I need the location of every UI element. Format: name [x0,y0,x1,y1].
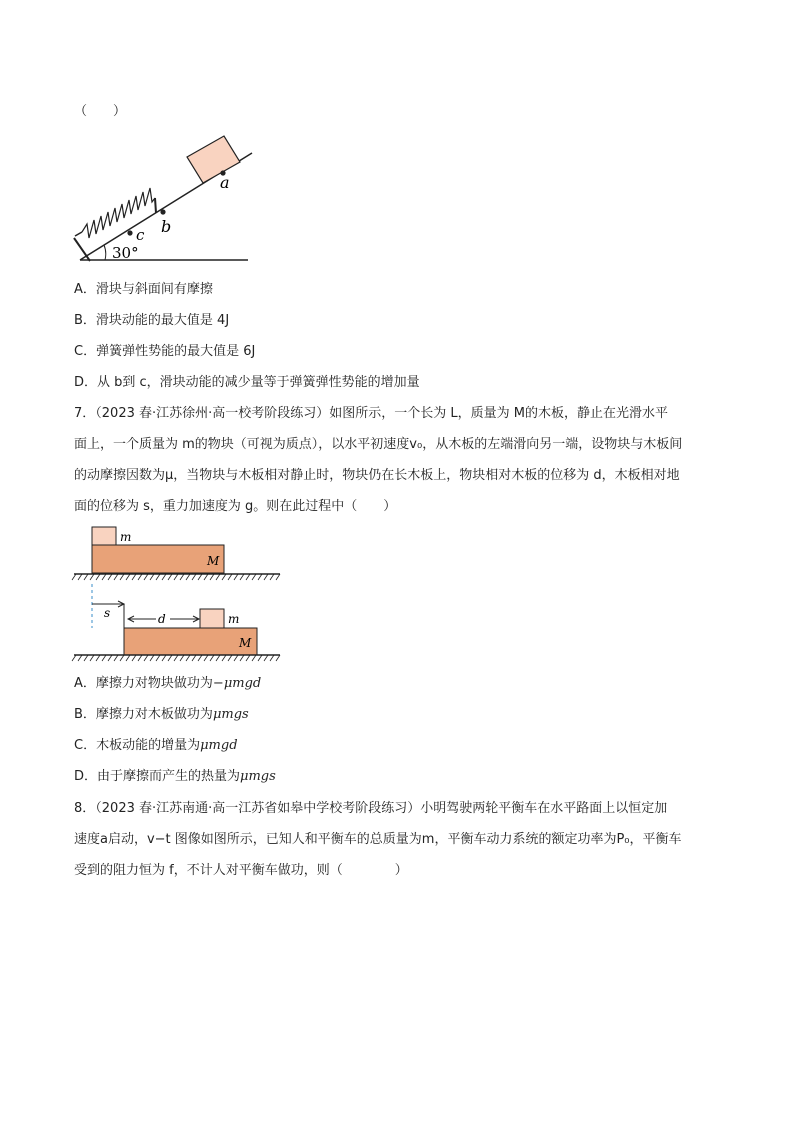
q6-option-d: D．从 b到 c，滑块动能的减少量等于弹簧弹性势能的增加量 [74,375,420,390]
svg-text:M: M [207,554,220,568]
svg-text:a: a [220,173,230,192]
incline-figure [60,120,320,270]
svg-text:c: c [136,226,145,244]
q7-line-3: 的动摩擦因数为μ，当物块与木板相对静止时，物块仍在长木板上，物块相对木板的位移为 d，木板相对地 [74,468,680,483]
q7-line-2: 面上，一个质量为 m的物块（可视为质点），以水平初速度v₀，从木板的左端滑向另一端，设物块与木板间 [74,437,683,452]
q7-option-d: D．由于摩擦而产生的热量为μmgs [74,769,276,784]
q6-option-b: B．滑块动能的最大值是 4J [74,313,230,328]
q8-line-1: 8．（2023 春·江苏南通·高一江苏省如皋中学校考阶段练习）小明驾驶两轮平衡车在水平路面上以恒定加 [74,801,668,816]
q7-line-1: 7．（2023 春·江苏徐州·高一校考阶段练习）如图所示，一个长为 L，质量为 M的木板，静止在光滑水平 [74,406,668,421]
q6-option-c: C．弹簧弹性势能的最大值是 6J [74,344,256,359]
q8-line-3: 受到的阻力恒为 f，不计人对平衡车做功，则（ ） [74,863,408,878]
svg-text:s: s [104,606,111,620]
svg-text:M: M [239,636,252,650]
block-board-figure [72,520,302,665]
q6-option-a: A．滑块与斜面间有摩擦 [74,282,213,297]
svg-text:m: m [120,530,132,544]
svg-text:d: d [158,612,166,626]
svg-text:b: b [161,217,172,236]
q7-option-b: B．摩擦力对木板做功为μmgs [74,707,249,722]
q7-line-4: 面的位移为 s，重力加速度为 g。则在此过程中（ ） [74,499,397,514]
svg-text:30°: 30° [112,244,139,262]
q7-option-c: C．木板动能的增量为μmgd [74,738,238,753]
q8-line-2: 速度a启动，v−t 图像如图所示，已知人和平衡车的总质量为m，平衡车动力系统的额定功率为P₀，平衡车 [74,832,682,847]
q7-option-a: A．摩擦力对物块做功为−μmgd [74,676,262,691]
svg-text:m: m [228,612,240,626]
answer-paren: （ ） [74,104,127,119]
